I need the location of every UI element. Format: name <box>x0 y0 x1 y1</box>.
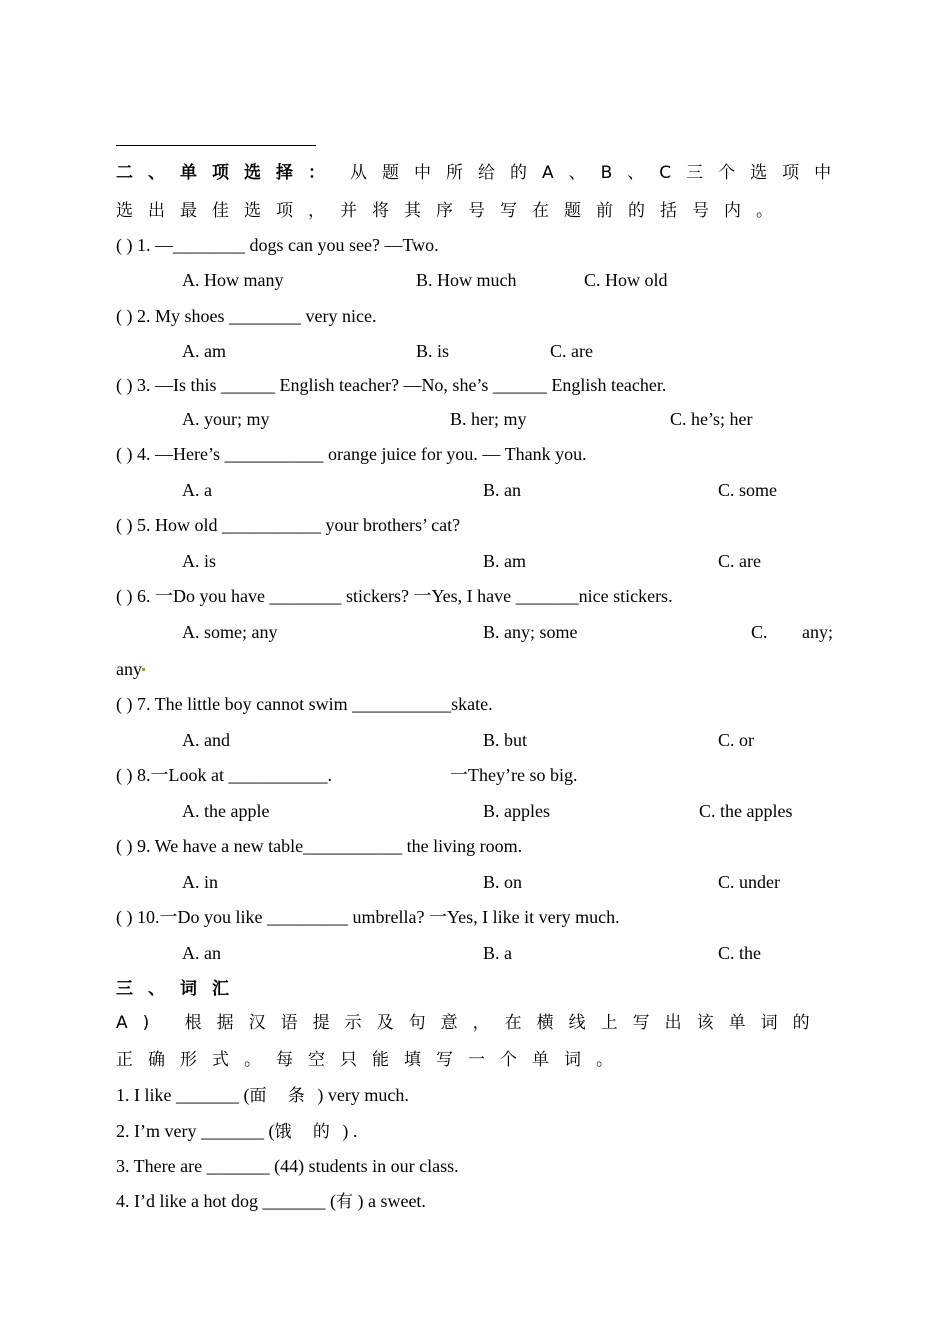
question-6-option-b: B. any; some <box>483 622 578 642</box>
section2-heading: 二、单项选择： <box>116 163 340 183</box>
vocab-item-1 <box>116 1084 409 1107</box>
question-2-option-a: A. am <box>182 341 226 361</box>
question-4-option-b: B. an <box>483 480 521 500</box>
question-6-option-a: A. some; any <box>182 622 278 642</box>
question-10-option-c: C. the <box>718 943 761 963</box>
question-3-option-a: A. your; my <box>182 409 270 429</box>
section3-instruction-line2: 正确形式。每空只能填写一个单词。 <box>116 1050 628 1070</box>
vocab-item-4 <box>116 1190 426 1213</box>
section2-instruction-line2: 选出最佳选项，并将其序号写在题前的括号内。 <box>116 201 788 221</box>
question-1-option-a: A. How many <box>182 270 284 290</box>
vocab-item-4-hint: 有 <box>335 1192 353 1212</box>
question-2-stem: ( ) 2. My shoes ________ very nice. <box>116 306 377 326</box>
vocab-item-1-hint: 面 条 <box>249 1086 313 1106</box>
question-3-option-b: B. her; my <box>450 409 527 429</box>
vocab-item-4-after: ) a sweet. <box>352 1191 426 1211</box>
question-5-option-a: A. is <box>182 551 217 571</box>
vocab-item-3 <box>116 1155 459 1177</box>
question-10-option-a: A. an <box>182 943 221 963</box>
question-4-option-c: C. some <box>718 480 778 500</box>
question-1-option-b: B. How much <box>416 270 517 290</box>
question-6-option-c: any; <box>802 622 833 642</box>
question-9-stem: ( ) 9. We have a new table___________ the living room. <box>116 836 523 856</box>
section3-heading: 三、词汇 <box>116 979 244 999</box>
question-3-option-c: C. he’s; her <box>670 409 753 429</box>
vocab-item-2-after: ) . <box>337 1121 358 1141</box>
question-8-reply: 一They’re so big. <box>450 765 578 785</box>
question-7-option-a: A. and <box>182 730 230 750</box>
vocab-item-2-hint: 饿 的 <box>274 1122 338 1142</box>
question-5-stem: ( ) 5. How old ___________ your brothers’ cat? <box>116 515 461 535</box>
question-5-option-c: C. are <box>718 551 761 571</box>
vocab-item-3-before: 3. There are _______ (44) students in our class. <box>116 1156 459 1176</box>
section3-instruction-line1: A) 根据汉语提示及句意，在横线上写出该单词的 <box>116 1013 825 1033</box>
question-8-option-a: A. the apple <box>182 801 270 821</box>
question-1-option-c: C. How old <box>584 270 668 290</box>
vocab-item-2-before: 2. I’m very _______ ( <box>116 1121 275 1141</box>
question-10-stem: ( ) 10.一Do you like _________ umbrella? 一Yes, I like it very much. <box>116 907 620 927</box>
question-8-stem: ( ) 8.一Look at ___________. <box>116 765 332 785</box>
question-6-stem: ( ) 6. 一Do you have ________ stickers? 一Yes, I have _______nice stickers. <box>116 586 673 606</box>
question-3-stem: ( ) 3. —Is this ______ English teacher? —No, she’s ______ English teacher. <box>116 375 667 395</box>
section2-instruction-line1: 从题中所给的A、B、C三个选项中 <box>350 163 847 183</box>
question-7-stem: ( ) 7. The little boy cannot swim ___________skate. <box>116 694 493 714</box>
question-5-option-b: B. am <box>483 551 526 571</box>
vocab-item-1-after: ) very much. <box>312 1085 409 1105</box>
vocab-item-4-before: 4. I’d like a hot dog _______ ( <box>116 1191 336 1211</box>
question-8-option-b: B. apples <box>483 801 550 821</box>
question-6-option-c-label: C. <box>751 622 768 642</box>
stray-mark <box>142 668 145 671</box>
question-4-stem: ( ) 4. —Here’s ___________ orange juice for you. — Thank you. <box>116 444 587 464</box>
vocab-item-1-before: 1. I like _______ ( <box>116 1085 250 1105</box>
question-9-option-a: A. in <box>182 872 218 892</box>
question-10-option-b: B. a <box>483 943 512 963</box>
question-8-option-c: C. the apples <box>699 801 793 821</box>
question-7-option-c: C. or <box>718 730 754 750</box>
question-2-option-c: C. are <box>550 341 593 361</box>
question-7-option-b: B. but <box>483 730 528 750</box>
question-1-stem: ( ) 1. —________ dogs can you see? —Two. <box>116 235 439 255</box>
question-2-option-b: B. is <box>416 341 450 361</box>
question-4-option-a: A. a <box>182 480 212 500</box>
question-9-option-c: C. under <box>718 872 780 892</box>
top-rule <box>116 145 316 146</box>
question-9-option-b: B. on <box>483 872 523 892</box>
vocab-item-2 <box>116 1120 357 1143</box>
question-6-option-c-continued: any <box>116 659 142 679</box>
